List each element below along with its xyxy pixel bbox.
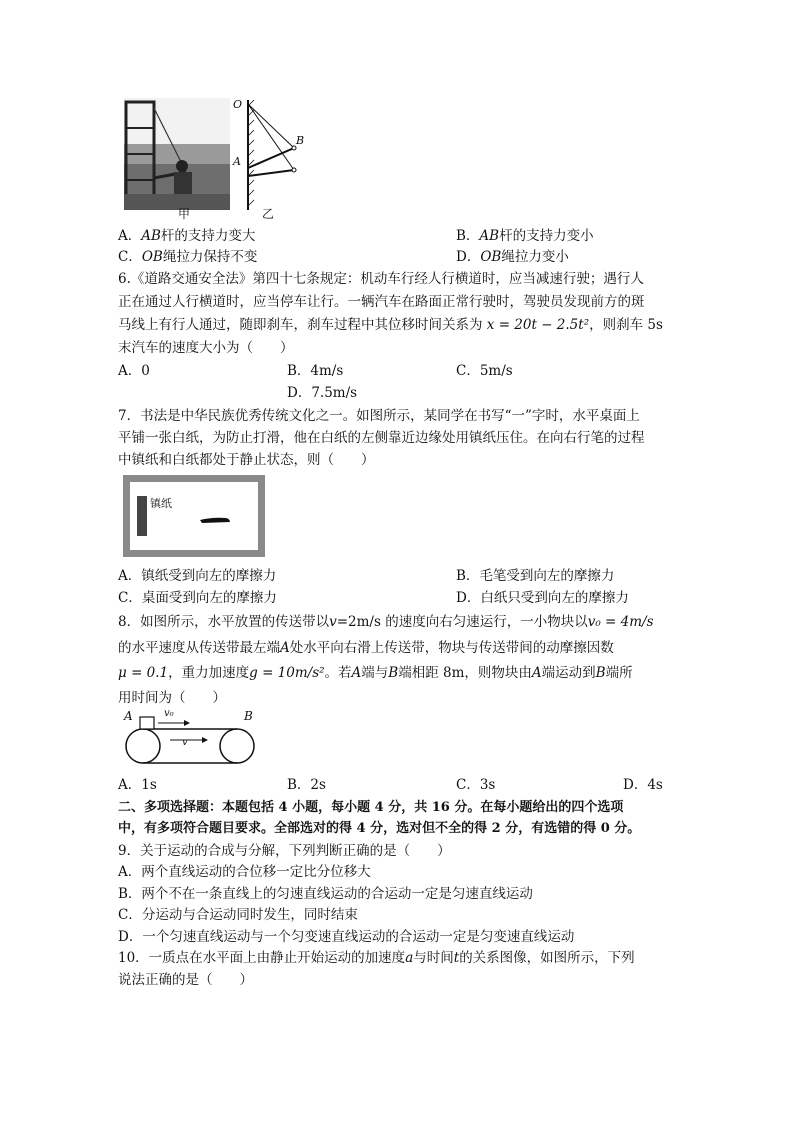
q8-l1a: 8．如图所示，水平放置的传送带以 [118,614,330,630]
q6-option-a[interactable]: A．0 [118,363,150,379]
q5-option-d-text: 绳拉力变小 [501,249,569,265]
q10-l1b: a [405,950,414,966]
q7-option-d[interactable]: D．白纸只受到向左的摩擦力 [456,590,629,606]
q6-line-3b: ，则刹车 5s [589,317,663,333]
q8-l3e: A [351,665,362,681]
q7-option-a[interactable]: A．镇纸受到向左的摩擦力 [118,568,277,584]
q8-fig-b: B [244,709,253,723]
q9-option-d[interactable]: D．一个匀速直线运动与一个匀变速直线运动的合运动一定是匀变速直线运动 [118,929,575,945]
q8-l3j: 端运动到 [541,665,596,681]
q5-option-d[interactable] [456,247,569,267]
q5-option-b-key: B． [456,228,480,244]
q8-l1c: =2m/s 的速度向右匀速运行，一小物块以 [336,614,588,630]
q8-line-1 [118,612,654,632]
q8-line-4: 用时间为（ ） [118,690,226,706]
q8-l2c: 处水平向右滑上传送带，物块与传送带间的动摩擦因数 [289,640,614,656]
caption-jia: 甲 [178,207,191,221]
q6-option-b[interactable]: B．4m/s [287,363,344,379]
q5-option-a-text: 杆的支持力变大 [160,228,256,244]
q8-l3i: A [531,665,542,681]
q5-option-a[interactable] [118,226,255,246]
q6-line-3 [118,315,663,335]
q6-option-c[interactable]: C．5m/s [456,363,513,379]
caption-yi: 乙 [262,207,275,221]
q6-line-3a: 马线上有行人通过，随即刹车，刹车过程中其位移时间关系为 [118,317,483,333]
q5-option-d-key: D． [456,249,481,265]
q5-option-a-var: AB [141,228,161,244]
q6-formula: x = 20t − 2.5t² [486,317,590,333]
q8-option-b[interactable]: B．2s [287,777,326,793]
q8-l3a: μ = 0.1 [118,665,169,681]
photo-jia [124,98,230,210]
section2-heading-line-2: 中，有多项符合题目要求。全部选对的得 4 分，选对但不全的得 2 分，有选错的得 0 分。 [118,821,641,836]
q8-option-d[interactable]: D．4s [623,777,663,793]
q8-l3g: B [388,665,399,681]
section2-heading-line-1: 二、多项选择题：本题包括 4 小题，每小题 4 分，共 16 分。在每小题给出的四个选项 [118,800,624,815]
q8-l1d: v₀ = 4m/s [587,614,654,630]
q8-l2b: A [280,640,290,656]
q7-figure [122,474,266,558]
q7-line-1: 7．书法是中华民族优秀传统文化之一。如图所示，某同学在书写“一”字时，水平桌面上 [118,408,640,424]
q5-option-b-text: 杆的支持力变小 [499,228,594,244]
q5-option-d-var: OB [480,249,502,265]
q8-fig-v0: v₀ [164,708,174,719]
q8-conveyor-figure [120,712,260,768]
q8-line-3 [118,663,633,683]
q10-l1d: t [453,950,460,966]
q10-line-2: 说法正确的是（ ） [118,972,253,988]
q5-option-b-var: AB [479,228,500,244]
q10-l1e: 的关系图像，如图所示，下列 [459,950,635,966]
q8-l3f: 端与 [361,665,389,681]
q8-l3h: 端相距 8m，则物块由 [398,665,532,681]
q9-stem: 9．关于运动的合成与分解，下列判断正确的是（ ） [118,843,451,859]
q6-line-2: 正在通过人行横道时，应当停车让行。一辆汽车在路面正常行驶时，驾驶员发现前方的斑 [118,294,645,310]
q8-l3k: B [595,665,606,681]
q8-option-c[interactable]: C．3s [456,777,496,793]
q7-option-c[interactable]: C．桌面受到向左的摩擦力 [118,590,277,606]
q7-line-3: 中镇纸和白纸都处于静止状态，则（ ） [118,452,375,468]
q8-l3l: 端所 [605,665,633,681]
q8-l3d: 。若 [324,665,352,681]
q8-fig-a: A [124,709,133,723]
q5-option-a-key: A． [118,228,142,244]
q6-option-d[interactable]: D．7.5m/s [287,385,358,401]
q8-fig-v: v [182,737,188,748]
label-a: A [233,155,241,168]
q6-line-1: 6.《道路交通安全法》第四十七条规定：机动车行经人行横道时，应当减速行驶；遇行人 [118,271,644,287]
q8-l3b: ，重力加速度 [168,665,250,681]
q6-line-4: 末汽车的速度大小为（ ） [118,340,294,356]
q7-line-2: 平铺一张白纸，为防止打滑，他在白纸的左侧靠近边缘处用镇纸压住。在向右行笔的过程 [118,430,645,446]
q9-option-b[interactable]: B．两个不在一条直线上的匀速直线运动的合运动一定是匀速直线运动 [118,886,533,902]
q8-line-2 [118,638,614,658]
q10-l1c: 与时间 [413,950,454,966]
q9-option-a[interactable]: A．两个直线运动的合位移一定比分位移大 [118,864,371,880]
q8-l1b: v [329,614,337,630]
q5-option-b[interactable] [456,226,594,246]
q7-option-b[interactable]: B．毛笔受到向左的摩擦力 [456,568,615,584]
q10-line-1 [118,948,635,968]
q8-l2a: 的水平速度从传送带最左端 [118,640,280,656]
q9-option-c[interactable]: C．分运动与合运动同时发生，同时结束 [118,907,358,923]
q5-option-c-key: C． [118,249,142,265]
q5-option-c-text: 绳拉力保持不变 [162,249,258,265]
q10-l1a: 10．一质点在水平面上由静止开始运动的加速度 [118,950,406,966]
label-o: O [233,98,243,111]
q5-option-c[interactable] [118,247,257,267]
q5-option-c-var: OB [141,249,163,265]
q8-option-a[interactable]: A．1s [118,777,157,793]
q8-l3c: g = 10m/s² [249,665,325,681]
q7-zhenzhi-label: 镇纸 [150,497,172,510]
label-b: B [296,134,305,147]
